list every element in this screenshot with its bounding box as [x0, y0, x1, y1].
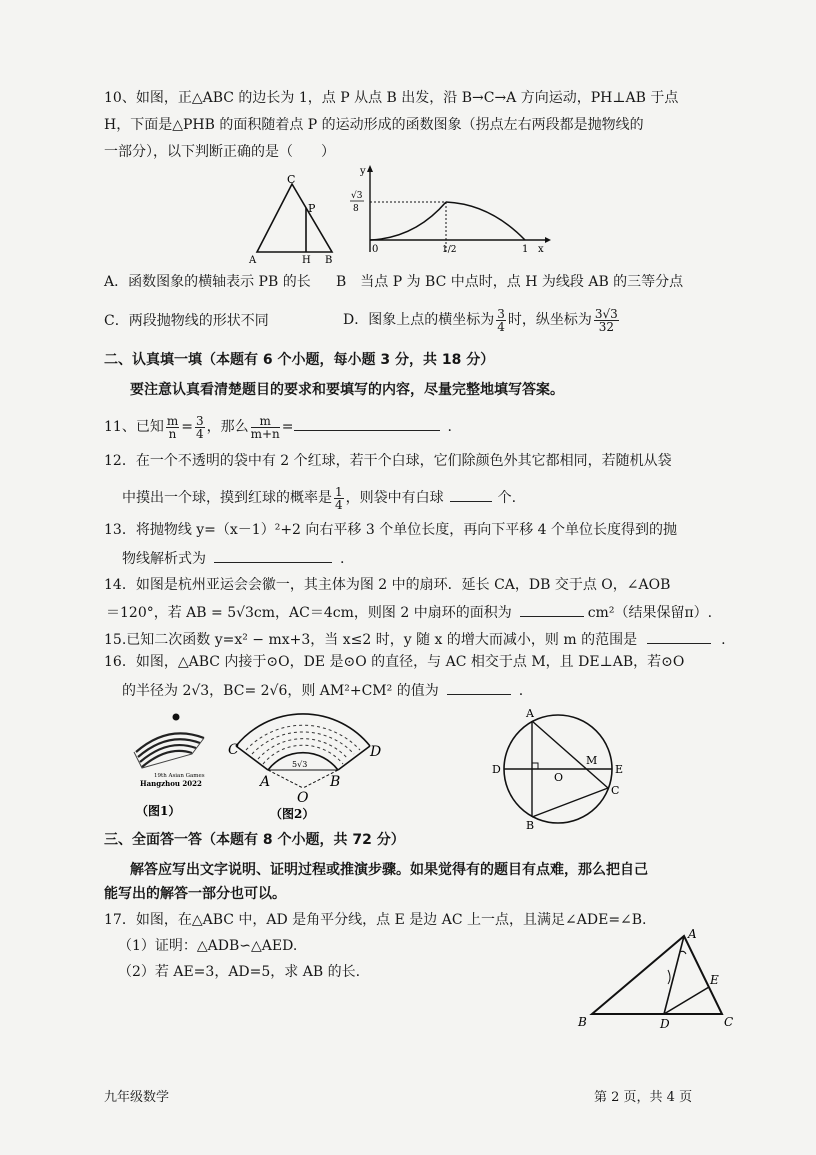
label-b: B: [325, 255, 333, 264]
asian-games-logo-figure: [128, 708, 220, 818]
q10-line2: H，下面是△PHB 的面积随着点 P 的运动形成的函数图象（拐点左右两段都是抛物线的: [104, 117, 644, 133]
triangle-abc: [257, 184, 332, 252]
label-ab-length: 5√3: [292, 760, 308, 769]
q12-frac-num: 1: [335, 484, 343, 499]
q15-end: .: [721, 632, 726, 648]
q14-answer-blank[interactable]: [520, 602, 584, 617]
q11-frac-target: [251, 415, 280, 440]
sector-ring-figure: [222, 706, 382, 822]
q16-end: .: [518, 683, 524, 699]
label-o: O: [297, 790, 309, 806]
q17-part1: （1）证明：△ADB∽△AED.: [118, 938, 298, 954]
q11-prefix: 11、已知: [104, 419, 164, 435]
label-xone: 1: [522, 244, 529, 255]
label-x: x: [538, 244, 544, 255]
label-d: D: [370, 744, 382, 760]
q13-line1: 13．将抛物线 y=（x－1）²+2 向右平移 3 个单位长度，再向下平移 4 个单位长度得到的抛: [104, 522, 678, 538]
q11-n: n: [168, 426, 177, 441]
curve-left: [370, 202, 446, 240]
q11-end: .: [447, 419, 452, 435]
section3-instruction-1: 解答应写出文字说明、证明过程或推演步骤。如果觉得有的题目有点难，那么把自己: [130, 862, 648, 878]
q16-line2: [122, 680, 523, 701]
optd-prefix: D．图象上点的横坐标为: [343, 312, 495, 328]
sector-dashed-arcs: [246, 725, 360, 764]
ytick-num: √3: [351, 191, 363, 201]
q12-line2-post: ，则袋中有白球: [345, 490, 444, 506]
label-xmid: 1/2: [442, 245, 457, 255]
q17-part2: （2）若 AE=3，AD=5，求 AB 的长.: [118, 964, 361, 980]
label-p: P: [308, 202, 316, 215]
function-graph: [340, 160, 555, 260]
caption-fig1: （图1）: [136, 804, 181, 818]
optd-x-num: 3: [497, 306, 505, 321]
segment-ao: [268, 770, 303, 788]
optd-x-den: 4: [497, 319, 505, 334]
label-b: B: [578, 1015, 587, 1029]
label-b: B: [330, 774, 341, 790]
label-a: A: [688, 927, 697, 941]
segment-de: [664, 987, 709, 1014]
q11-answer-blank[interactable]: [294, 416, 440, 431]
q11-mpn: m+n: [250, 426, 280, 441]
logo-text-1: 19th Asian Games: [154, 773, 205, 779]
q15: [104, 629, 726, 650]
q11-eq: =: [181, 419, 193, 435]
label-c: C: [287, 173, 296, 186]
footer-page-number: 第 2 页，共 4 页: [594, 1090, 693, 1105]
label-d: D: [660, 1017, 670, 1031]
q13-answer-blank[interactable]: [214, 548, 332, 563]
label-m: M: [586, 754, 598, 767]
label-a: A: [249, 255, 257, 264]
q10-option-b: B 当点 P 为 BC 中点时，点 H 为线段 AB 的三等分点: [336, 274, 684, 290]
label-c: C: [611, 784, 620, 797]
footer-subject: 九年级数学: [104, 1090, 170, 1105]
triangle-abc: [592, 936, 722, 1014]
section3-title: 三、全面答一答（本题有 8 个小题，共 72 分）: [104, 832, 405, 848]
q12-line2-pre: 中摸出一个球，摸到红球的概率是: [122, 490, 332, 506]
q12-frac-den: 4: [335, 497, 343, 512]
label-b: B: [526, 819, 535, 832]
label-h: H: [302, 255, 311, 264]
q16-answer-blank[interactable]: [447, 680, 511, 695]
q13-line2: [122, 548, 344, 569]
x-axis-arrow: [545, 237, 551, 243]
label-e: E: [615, 763, 624, 776]
q12-line2: [122, 481, 516, 515]
logo-sector-rings: [136, 733, 204, 767]
q17-triangle-figure: [572, 926, 742, 1032]
optd-y-fraction: [594, 308, 619, 333]
section2-title: 二、认真填一填（本题有 6 个小题，每小题 3 分，共 18 分）: [104, 352, 495, 368]
q11-eq2: =: [281, 419, 294, 435]
section2-instruction: 要注意认真看清楚题目的要求和要填写的内容，尽量完整地填写答案。: [130, 382, 564, 398]
q14-line2: [106, 602, 712, 623]
q11-frac-34: [195, 415, 205, 440]
label-o: O: [554, 771, 564, 784]
q11: [104, 410, 452, 444]
section3-instruction-2: 能写出的解答一部分也可以。: [104, 886, 286, 902]
label-origin: 0: [372, 244, 379, 255]
segment-db: [338, 746, 370, 770]
q11-four: 4: [195, 426, 204, 441]
label-y: y: [360, 166, 366, 177]
label-d: D: [492, 763, 501, 776]
optd-y-num: 3√3: [594, 306, 618, 321]
q16-line1: 16．如图，△ABC 内接于⊙O，DE 是⊙O 的直径，与 AC 相交于点 M，且 DE⊥AB，若⊙O: [104, 654, 685, 670]
q12-line1: 12．在一个不透明的袋中有 2 个红球，若干个白球，它们除颜色外其它都相同，若随机从袋: [104, 453, 672, 469]
triangle-figure: [240, 172, 340, 264]
logo-text-2: Hangzhou 2022: [140, 779, 202, 788]
q15-answer-blank[interactable]: [647, 629, 711, 644]
q10-line3: 一部分），以下判断正确的是（ ）: [104, 144, 335, 160]
q10-option-a: A．函数图象的横轴表示 PB 的长: [104, 274, 311, 290]
q14-unit: cm²（结果保留π）.: [587, 605, 713, 621]
q11-m: m: [166, 413, 179, 428]
q11-then: ，那么: [206, 419, 249, 435]
q14-line1: 14．如图是杭州亚运会会徽一，其主体为图 2 中的扇环．延长 CA，DB 交于点 O，∠AOB: [104, 577, 671, 593]
caption-fig2: （图2）: [270, 807, 315, 821]
y-axis-arrow: [367, 165, 373, 172]
q11-m2: m: [251, 415, 280, 428]
q12-fraction: [334, 486, 344, 511]
segment-ca: [236, 746, 268, 770]
q13-end: .: [340, 551, 345, 567]
label-a: A: [260, 774, 271, 790]
ytick-den: 8: [353, 204, 359, 214]
bisector-ad: [664, 936, 684, 1014]
q11-frac-mn: [166, 415, 179, 440]
q17-line1: 17．如图，在△ABC 中，AD 是角平分线，点 E 是边 AC 上一点，且满足∠ADE=∠B.: [104, 912, 647, 928]
q15-text: 15.已知二次函数 y=x² − mx+3，当 x≤2 时，y 随 x 的增大而减小，则 m 的范围是: [104, 632, 638, 648]
angle-mark-a: [680, 951, 686, 954]
q12-line2-end: 个.: [497, 490, 517, 506]
q10-option-c: C．两段抛物线的形状不同: [104, 313, 269, 329]
label-a: A: [526, 707, 534, 720]
label-c: C: [724, 1015, 734, 1029]
optd-mid: 时，纵坐标为: [507, 312, 592, 328]
q10-line1: 10、如图，正△ABC 的边长为 1，点 P 从点 B 出发，沿 B→C→A 方向运动，PH⊥AB 于点: [104, 90, 679, 106]
logo-dot: [173, 714, 180, 721]
chord-bc: [532, 788, 608, 817]
optd-y-den: 32: [598, 319, 614, 334]
optd-x-fraction: [496, 308, 506, 333]
q14-line2-pre: ＝120°，若 AB = 5√3cm，AC＝4cm，则图 2 中扇环的面积为: [106, 605, 512, 621]
q12-answer-blank[interactable]: [450, 487, 492, 502]
right-angle-mark: [532, 763, 538, 769]
q16-line2-pre: 的半径为 2√3，BC= 2√6，则 AM²+CM² 的值为: [122, 683, 439, 699]
curve-right: [446, 202, 525, 240]
q10-option-d: [343, 303, 621, 337]
q13-line2-text: 物线解析式为: [122, 551, 206, 567]
label-c: C: [228, 742, 239, 758]
angle-mark-d: [668, 970, 670, 984]
circle-figure: [488, 702, 638, 832]
label-e: E: [710, 973, 719, 987]
q11-three: 3: [195, 413, 204, 428]
